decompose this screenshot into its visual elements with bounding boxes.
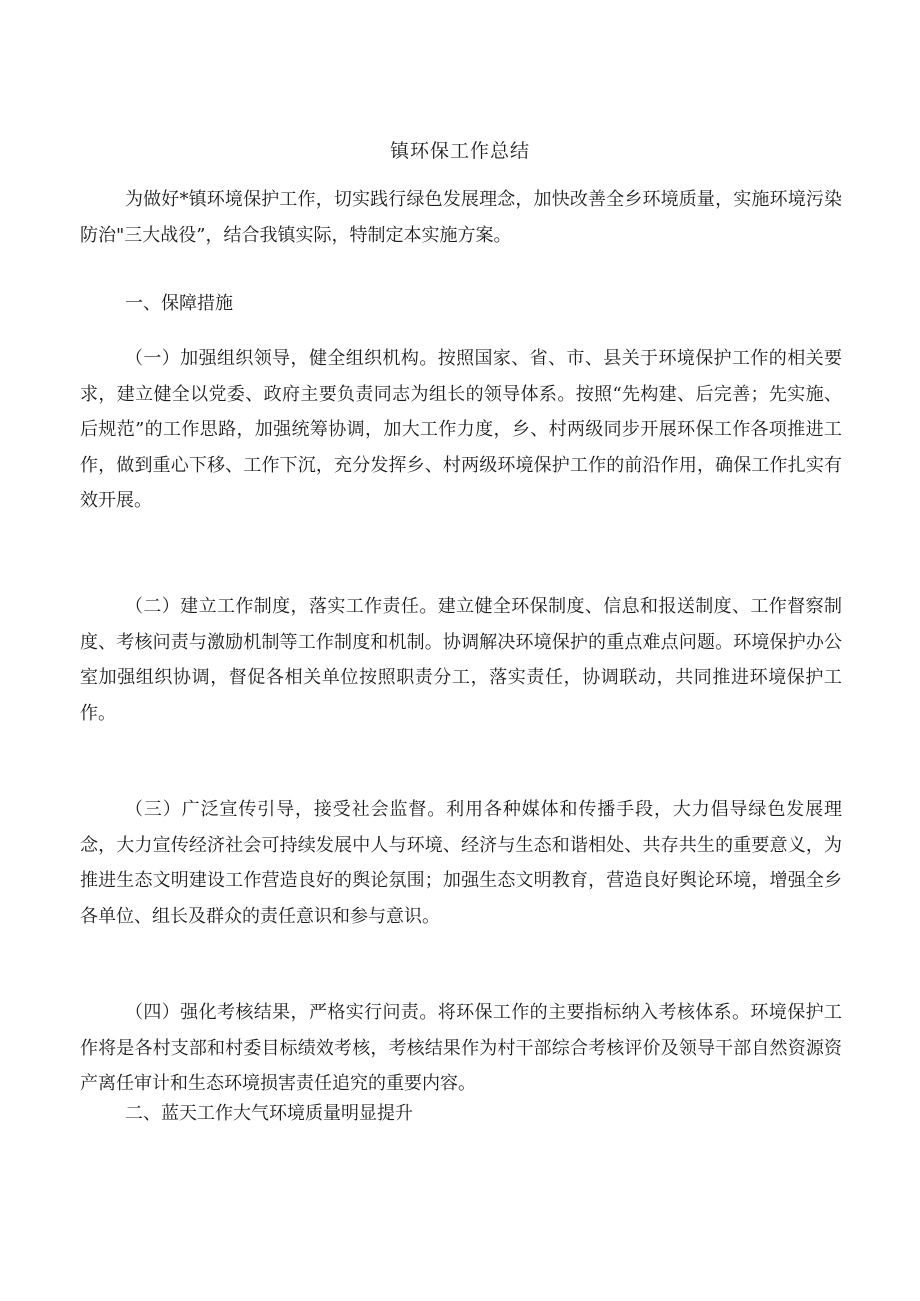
section-heading-2: 二、蓝天工作大气环境质量明显提升 (125, 1103, 413, 1124)
document-title: 镇环保工作总结 (389, 140, 530, 162)
paragraph-2: （二）建立工作制度，落实工作责任。建立健全环保制度、信息和报送制度、工作督察制度、考核问责与激励机制等工作制度和机制。协调解决环境保护的重点难点问题。环境保护办公室加强组织协调，督促各相关单位按照职责分工，落实责任，协调联动，共同推进环境保护工作。 (80, 596, 842, 724)
paragraph-3: （三）广泛宣传引导，接受社会监督。利用各种媒体和传播手段，大力倡导绿色发展理念，大力宣传经济社会可持续发展中人与环境、经济与生态和谐相处、共存共生的重要意义，为推进生态文明建设工作营造良好的舆论氛围；加强生态文明教育，营造良好舆论环境，增强全乡各单位、组长及群众的责任意识和参与意识。 (80, 799, 842, 927)
section-heading-1: 一、保障措施 (125, 293, 233, 314)
intro-paragraph: 为做好*镇环境保护工作，切实践行绿色发展理念，加快改善全乡环境质量，实施环境污染防治"三大战役”，结合我镇实际，特制定本实施方案。 (80, 189, 842, 246)
paragraph-4: （四）强化考核结果，严格实行问责。将环保工作的主要指标纳入考核体系。环境保护工作将是各村支部和村委目标绩效考核，考核结果作为村干部综合考核评价及领导干部自然资源资产离任审计和生态环境损害责任追究的重要内容。 (80, 1002, 842, 1094)
paragraph-1: （一）加强组织领导，健全组织机构。按照国家、省、市、县关于环境保护工作的相关要求，建立健全以党委、政府主要负责同志为组长的领导体系。按照“先构建、后完善；先实施、后规范”的工作思路，加强统筹协调，加大工作力度，乡、村两级同步开展环保工作各项推进工作，做到重心下移、工作下沉，充分发挥乡、村两级环境保护工作的前沿作用，确保工作扎实有效开展。 (80, 348, 842, 511)
